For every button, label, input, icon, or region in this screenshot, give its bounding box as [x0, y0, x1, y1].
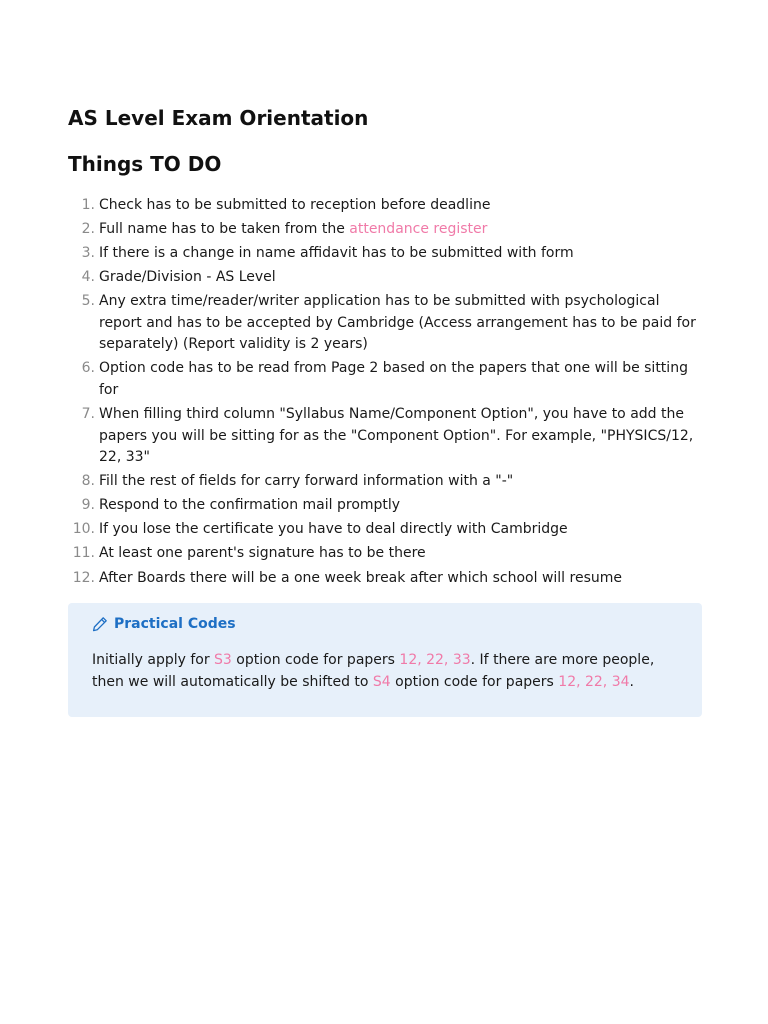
list-item: [68, 568, 702, 590]
list-item-number: 1.: [81, 197, 95, 213]
list-item-text: If you lose the certificate you have to deal directly with Cambridge: [99, 521, 568, 538]
list-item-number: 8.: [81, 473, 95, 490]
callout-header: [92, 613, 678, 635]
list-item-text: Full name has to be taken from the: [99, 221, 350, 238]
list-item: [68, 471, 702, 493]
list-item-text: After Boards there will be a one week break after which school will resume: [99, 569, 623, 586]
list-item-number: 10.: [72, 521, 95, 538]
callout-text: .: [629, 674, 634, 691]
todo-list: [68, 195, 702, 589]
list-item: [68, 543, 702, 565]
list-item-number: 9.: [81, 497, 95, 514]
list-item-number: 2.: [81, 221, 95, 238]
section-title: Things TO DO: [68, 152, 222, 176]
list-item-text: Respond to the confirmation mail promptly: [99, 497, 401, 514]
list-item-number: 11.: [72, 545, 95, 562]
callout-text: option code for papers: [390, 674, 559, 691]
list-item: [68, 519, 702, 541]
list-item-text: Grade/Division - AS Level: [99, 269, 276, 286]
list-item: [68, 267, 702, 289]
list-item-text: Any extra time/reader/writer application has to be submitted with psychological report and has to be accepted by Cambridge (Access arrangement has to be paid for separately) (Report validity is 2 years): [99, 293, 696, 353]
list-item-text: If there is a change in name affidavit has to be submitted with form: [99, 245, 574, 262]
list-item: [68, 495, 702, 517]
callout-body: [92, 649, 678, 693]
list-item: [68, 404, 702, 469]
list-item-text: Fill the rest of fields for carry forward information with a "-": [99, 473, 514, 490]
callout-text: . If there are more people, then we will automatically be shifted to: [92, 652, 655, 691]
list-item-text: Check has to be submitted to reception before deadline: [99, 197, 491, 213]
list-item-number: 7.: [81, 406, 95, 423]
option-code-s3: S3: [214, 652, 232, 669]
list-item: [68, 243, 702, 265]
callout-text: option code for papers: [231, 652, 400, 669]
document-page: [68, 104, 702, 717]
paper-codes-second: 12, 22, 34: [558, 674, 630, 691]
list-item: [68, 358, 702, 401]
practical-codes-callout: [68, 603, 702, 717]
list-item-number: 3.: [81, 245, 95, 262]
callout-text: Initially apply for: [92, 652, 215, 669]
list-item: [68, 195, 702, 217]
paper-codes-first: 12, 22, 33: [399, 652, 471, 669]
list-item-text: When filling third column "Syllabus Name/Component Option", you have to add the papers you will be sitting for as the "Component Option". For example, "PHYSICS/12, 22, 33": [99, 406, 694, 466]
option-code-s4: S4: [372, 674, 391, 691]
attendance-register-highlight: attendance register: [349, 221, 488, 238]
list-item-number: 6.: [81, 360, 95, 377]
list-item-number: 4.: [81, 269, 95, 286]
list-item-number: 5.: [81, 293, 95, 310]
callout-title: Practical Codes: [114, 616, 236, 633]
list-item-text: Option code has to be read from Page 2 based on the papers that one will be sitting for: [99, 360, 688, 398]
list-item-text: At least one parent's signature has to be there: [99, 545, 426, 562]
list-item: [68, 219, 702, 241]
document-title: AS Level Exam Orientation: [68, 106, 369, 130]
list-item: [68, 291, 702, 356]
pencil-icon: [92, 616, 108, 632]
list-item-number: 12.: [72, 569, 95, 586]
